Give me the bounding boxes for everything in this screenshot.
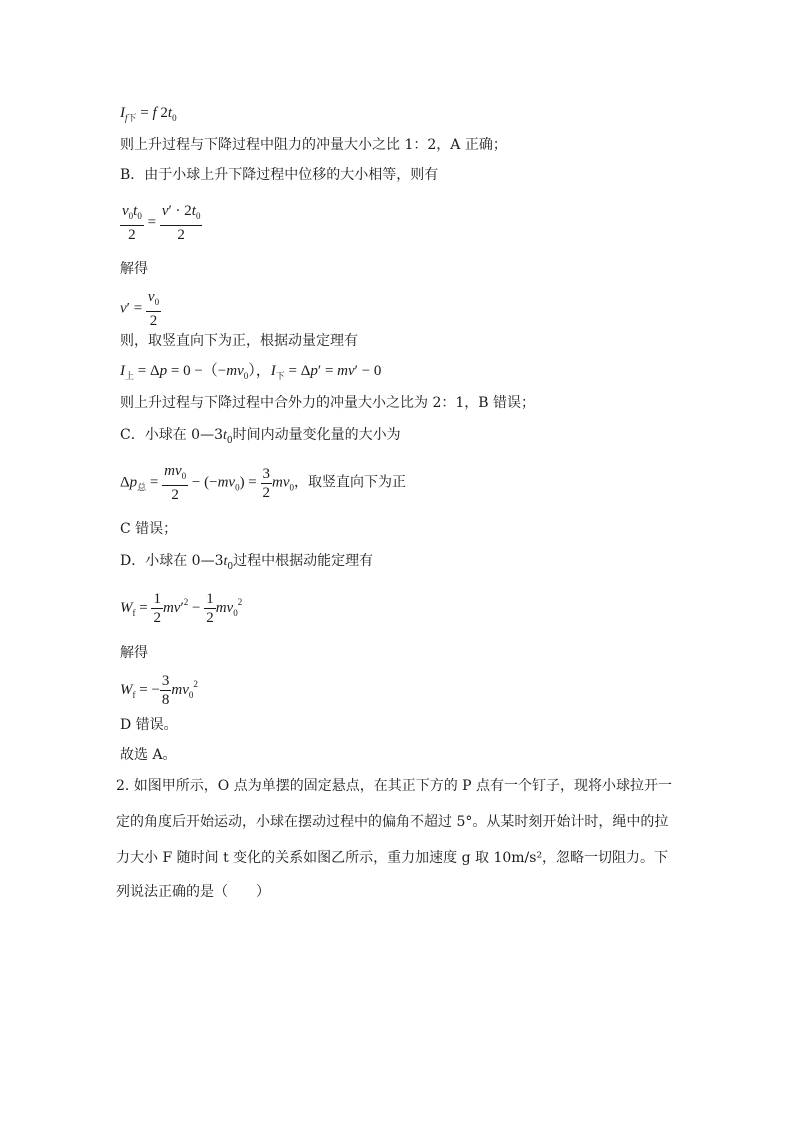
text-c-wrong: C 错误； bbox=[120, 521, 178, 537]
text-momentum-theorem: 则，取竖直向下为正，根据动量定理有 bbox=[120, 333, 358, 349]
equation-work-result: $W_f$ = − $\frac{3}{8}$ $mv_0^2$ bbox=[120, 673, 198, 708]
question-2-line-4: 列说法正确的是（ ） bbox=[116, 884, 270, 900]
text-option-b-intro: B．由于小球上升下降过程中位移的大小相等，则有 bbox=[120, 167, 439, 183]
equation-v-prime: v′ = $\frac{v_0}{2}$ bbox=[120, 289, 160, 329]
text-option-d-intro: D．小球在 $0—3t_0$过程中根据动能定理有 bbox=[120, 553, 374, 572]
question-2-line-2: 定的角度后开始运动，小球在摆动过程中的偏角不超过 5°。从某时刻开始计时，绳中的拉 bbox=[116, 814, 669, 830]
equation-work-energy: $W_f$ = $\frac{1}{2}$ $mv'^2$ − $\frac{1}{2}$ $mv_0^2$ bbox=[120, 591, 243, 626]
question-2-line-1: 2. 如图甲所示，O 点为单摆的固定悬点，在其正下方的 P 点有一个钉子，现将小球拉开一 bbox=[116, 778, 673, 794]
text-ratio-net-force: 则上升过程与下降过程中合外力的冲量大小之比为 2：1，B 错误； bbox=[120, 395, 536, 411]
equation-impulse-total: $I_上 = \Delta p = 0 -(-mv_0)$，$I_下 = \Delta p' = mv' - 0$ bbox=[120, 363, 382, 381]
equation-displacement: $\frac{v_0t_0}{2}$ = $\frac{v' \cdot 2t_0}{2}$ bbox=[122, 203, 201, 243]
text-solve-2: 解得 bbox=[120, 645, 148, 661]
text-d-wrong: D 错误。 bbox=[120, 717, 178, 733]
text-solve-1: 解得 bbox=[120, 261, 148, 277]
text-answer: 故选 A。 bbox=[120, 747, 177, 763]
text-ratio-drag: 则上升过程与下降过程中阻力的冲量大小之比 1：2，A 正确； bbox=[120, 137, 507, 153]
question-2-line-3: 力大小 F 随时间 t 变化的关系如图乙所示，重力加速度 g 取 10m/s²，忽略一切阻力。下 bbox=[116, 850, 669, 866]
text-option-c-intro: C．小球在 $0—3t_0$时间内动量变化量的大小为 bbox=[120, 427, 401, 446]
equation-impulse-drag-down: $I_{f下} = f$ $2t_0$ bbox=[120, 105, 177, 123]
equation-momentum-change: $\Delta p_总$ = $\frac{mv_0}{2}$ − $(-mv_0)$ = $\frac{3}{2}$ $mv_0$，取竖直向下为正 bbox=[120, 463, 407, 503]
